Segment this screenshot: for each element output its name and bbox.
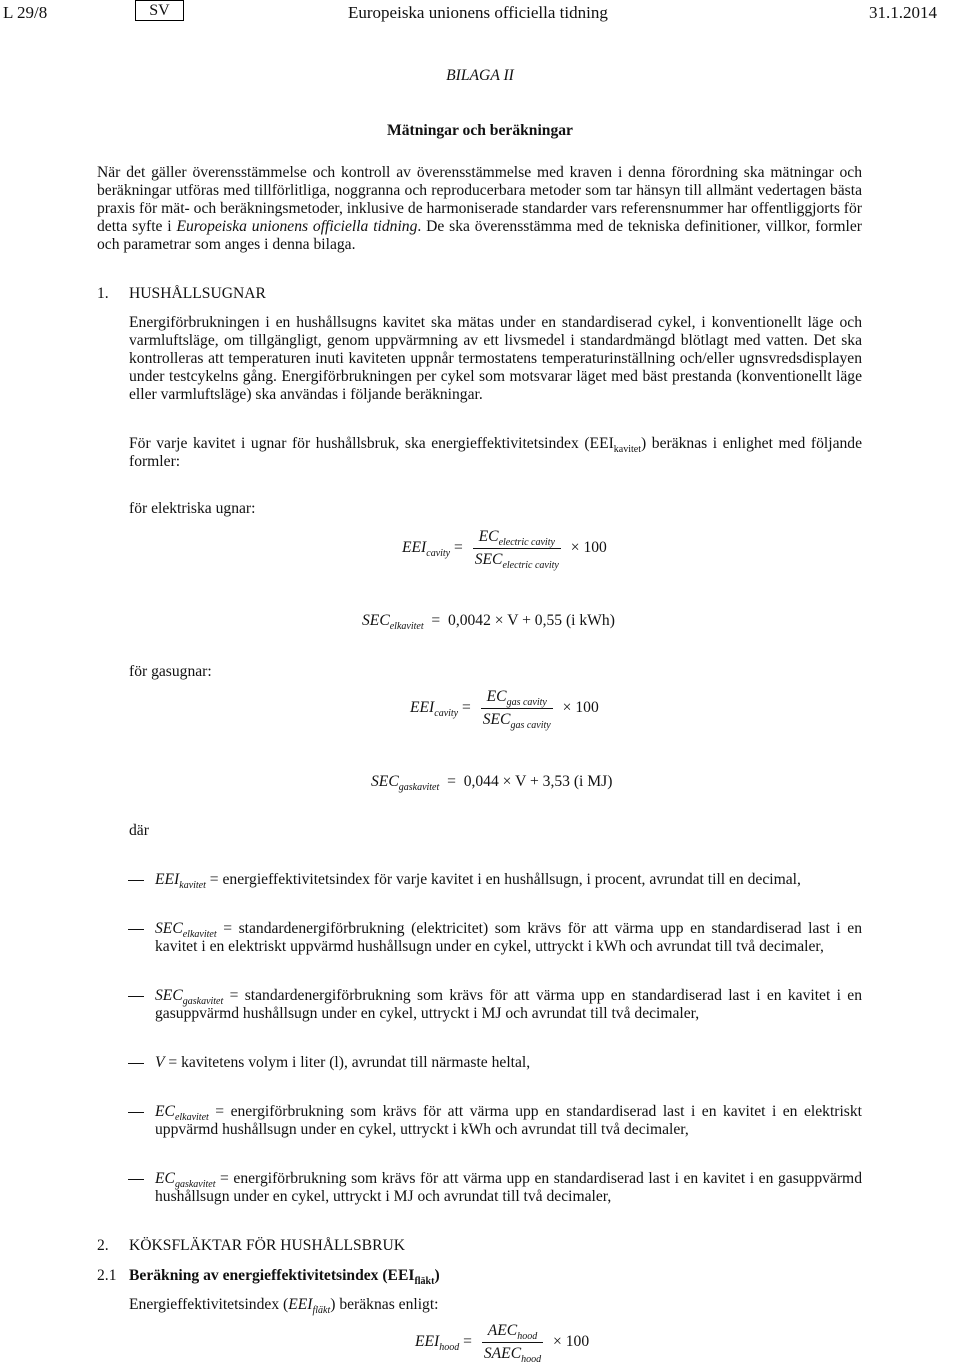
formula-eei-electric: $EEI_{cavity}$ = $\frac{EC_{electric cavity}}{SEC_{electric cavity}}$ × 100	[402, 528, 607, 571]
list-dash	[128, 996, 144, 997]
page-reference: L 29/8	[3, 3, 48, 22]
journal-name: Europeiska unionens officiella tidning	[348, 3, 608, 22]
definition-volume: V = kavitetens volym i liter (l), avrundat till närmaste heltal,	[155, 1054, 531, 1071]
section-2-title: KÖKSFLÄKTAR FÖR HUSHÅLLSBRUK	[129, 1237, 406, 1254]
list-dash	[128, 1063, 144, 1064]
formula-eei-hood: $EEI_{hood}$ = $\frac{AEC_{hood}}{SAEC_{hood}}$ × 100	[415, 1322, 590, 1365]
definition-sec-gaskavitet: $SEC_{gaskavitet}$ = standardenergiförbrukning som krävs för att värma upp en standardiserad last i en kavitet i en gasuppvärmd hushållsugn under en cykel, uttryckt i MJ och avrundat till två decimaler,	[155, 987, 862, 1022]
intro-paragraph: När det gäller överensstämmelse och kontroll av överensstämmelse med kraven i denna förordning ska mätningar och beräkningar utföras med tillförlitliga, noggranna och reproducerbara metoder som tar hänsyn till allmänt vedertagen bästa praxis för mät- och beräkningsmetoder, inklusive de harmoniserade standarder vars referensnummer har offentliggjorts för detta syfte i Europeiska unionens officiella tidning. De ska överensstämma med de tekniska definitioner, villkor, formler och parametrar som anges i denna bilaga.	[97, 164, 862, 253]
section-1-number: 1.	[97, 285, 109, 302]
formula-sec-electric: $SEC_{elkavitet} = 0,0042 \times V + 0,55$ (i kWh)	[362, 612, 615, 632]
hood-eei-paragraph: Energieffektivitetsindex $(EEI_{fläkt})$ beräknas enligt:	[129, 1296, 439, 1316]
list-dash	[128, 880, 144, 881]
eei-intro-paragraph: För varje kavitet i ugnar för hushållsbruk, ska energieffektivitetsindex $(EEI_{kavitet})$ beräknas i enlighet med följande formler:	[129, 435, 862, 470]
gas-ovens-label: för gasugnar:	[129, 663, 212, 680]
definition-ec-elkavitet: $EC_{elkavitet}$ = energiförbrukning som krävs för att värma upp en standardiserad last i en kavitet i en elektriskt uppvärmd hushållsugn under en cykel, uttryckt i kWh och avrundat till två decimaler,	[155, 1103, 862, 1138]
publication-date: 31.1.2014	[869, 3, 937, 22]
definition-ec-gaskavitet: $EC_{gaskavitet}$ = energiförbrukning som krävs för att värma upp en standardiserad last i en kavitet i en gasuppvärmd hushållsugn under en cykel, uttryckt i MJ och avrundat till två decimaler,	[155, 1170, 862, 1205]
subsection-title: Beräkning av energieffektivitetsindex $(EEI_{fläkt})$	[129, 1267, 440, 1287]
formula-eei-gas: $EEI_{cavity}$ = $\frac{EC_{gas cavity}}{SEC_{gas cavity}}$ × 100	[410, 688, 599, 731]
section-1-paragraph: Energiförbrukningen i en hushållsugns kavitet ska mätas under en standardiserad cykel, i konventionellt läge och varmluftsläge, om tillgängligt, genom uppvärmning av ett livsmedel i standardmängd blötlagt med vatten. Det ska kontrolleras att temperaturen inuti kaviteten uppnår termostatens temperaturinställning och/eller ugnsvredsdisplayen under testcykelns gång. Energiförbrukningen per cykel som motsvarar läget med bäst prestanda (konventionellt läge eller varmluftsläge) ska användas i följande beräkningar.	[129, 314, 862, 403]
section-title: Mätningar och beräkningar	[387, 122, 573, 139]
subsection-number: 2.1	[97, 1267, 117, 1284]
section-2-number: 2.	[97, 1237, 109, 1254]
electric-ovens-label: för elektriska ugnar:	[129, 500, 256, 517]
formula-sec-gas: $SEC_{gaskavitet} = 0,044 \times V + 3,53$ (i MJ)	[371, 773, 613, 793]
list-dash	[128, 1179, 144, 1180]
definition-sec-elkavitet: $SEC_{elkavitet}$ = standardenergiförbrukning (elektricitet) som krävs för att värma upp en standardiserad last i en kavitet i en elektriskt uppvärmd hushållsugn under en cykel, uttryckt i kWh och avrundat till två decimaler,	[155, 920, 862, 955]
definition-eei-kavitet: $EEI_{kavitet}$ = energieffektivitetsindex för varje kavitet i en hushållsugn, i procent, avrundat till en decimal,	[155, 871, 801, 891]
list-dash	[128, 929, 144, 930]
language-badge: SV	[135, 0, 184, 21]
section-1-title: HUSHÅLLSUGNAR	[129, 285, 266, 302]
page-header	[0, 0, 960, 26]
annex-title: BILAGA II	[446, 67, 514, 84]
list-dash	[128, 1112, 144, 1113]
where-label: där	[129, 822, 149, 839]
